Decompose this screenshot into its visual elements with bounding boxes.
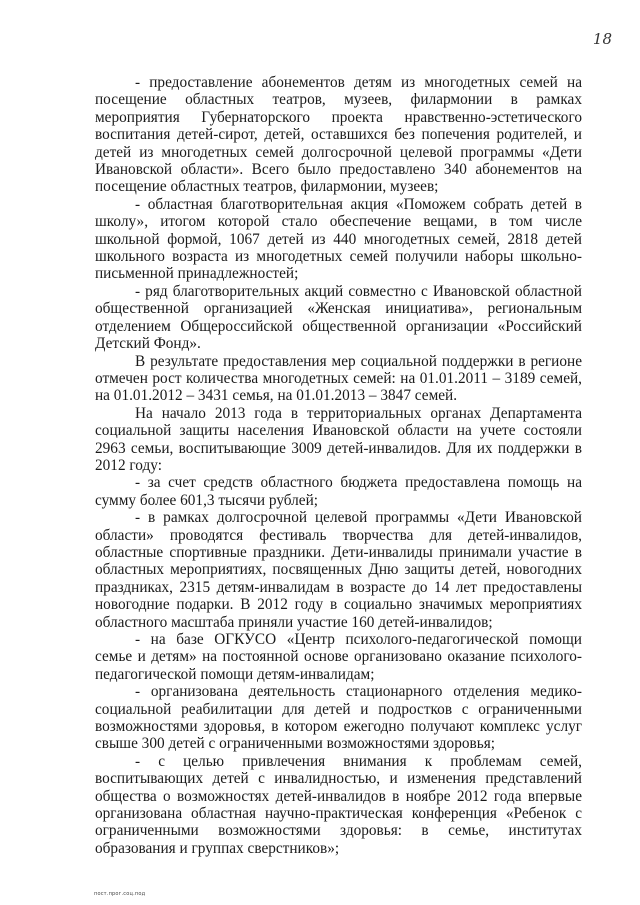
paragraph-charity-actions: - ряд благотворительных акций совместно с Ивановской областной общественной организацией «Женская инициатива», региональным отделением Общероссийской общественной организации «Российский Детский Фонд». (95, 282, 582, 353)
paragraph-regional-budget-aid: - за счет средств областного бюджета предоставлена помощь на сумму более 601,3 тысячи рублей; (95, 474, 582, 509)
paragraph-psychological-center: - на базе ОГКУСО «Центр психолого-педагогической помощи семье и детям» на постоянной основе организовано оказание психолого-педагогической помощи детям-инвалидам; (95, 631, 582, 683)
paragraph-target-program-events: - в рамках долгосрочной целевой программы «Дети Ивановской области» проводятся фестиваль творчества для детей-инвалидов, областные спортивные праздники. Дети-инвалиды принимали участие в областных мероприятиях, посвященных Дню защиты детей, новогодних праздниках, 2315 детям-инвалидам в возрасте до 14 лет предоставлены новогодние подарки. В 2012 году в социально значимых мероприятиях областного масштаба приняли участие 160 детей-инвалидов; (95, 509, 582, 631)
paragraph-theater-subscriptions: - предоставление абонементов детям из многодетных семей на посещение областных театров, музеев, филармонии в рамках мероприятия Губернаторского проекта нравственно-эстетического воспитания детей-сирот, детей, оставшихся без попечения родителей, и детей из многодетных семей долгосрочной целевой программы «Дети Ивановской области». Всего было предоставлено 340 абонементов на посещение областных театров, филармонии, музеев; (95, 74, 582, 196)
footer-code: пост.прог.соц.под (94, 891, 146, 897)
paragraph-rehabilitation-department: - организована деятельность стационарного отделения медико-социальной реабилитации для детей и подростков с ограниченными возможностями здоровья, в котором ежегодно получают комплекс услуг свыше 300 детей с ограниченными возможностями здоровья; (95, 683, 582, 753)
paragraph-scientific-conference: - с целью привлечения внимания к проблемам семей, воспитывающих детей с инвалидностью, и изменения представлений общества о возможностях детей-инвалидов в ноябре 2012 года впервые организована областная научно-практическая конференция «Ребенок с ограниченными возможностями здоровья: в семье, институтах образования и группах сверстников»; (95, 752, 582, 857)
document-body (95, 74, 582, 857)
paragraph-disabled-children-registry: На начало 2013 года в территориальных органах Департамента социальной защиты населения Ивановской области на учете состояли 2963 семьи, воспитывающие 3009 детей-инвалидов. Для их поддержки в 2012 году: (95, 404, 582, 474)
paragraph-school-charity-campaign: - областная благотворительная акция «Поможем собрать детей в школу», итогом которой стало обеспечение вещами, в том числе школьной формой, 1067 детей из 440 многодетных семей, 2818 детей школьного возраста из многодетных семей получили наборы школьно-письменной принадлежностей; (95, 195, 582, 283)
page-number: 18 (592, 30, 612, 48)
paragraph-large-families-growth: В результате предоставления мер социальной поддержки в регионе отмечен рост количества многодетных семей: на 01.01.2011 – 3189 семей, на 01.01.2012 – 3431 семья, на 01.01.2013 – 3847 семей. (95, 352, 582, 405)
